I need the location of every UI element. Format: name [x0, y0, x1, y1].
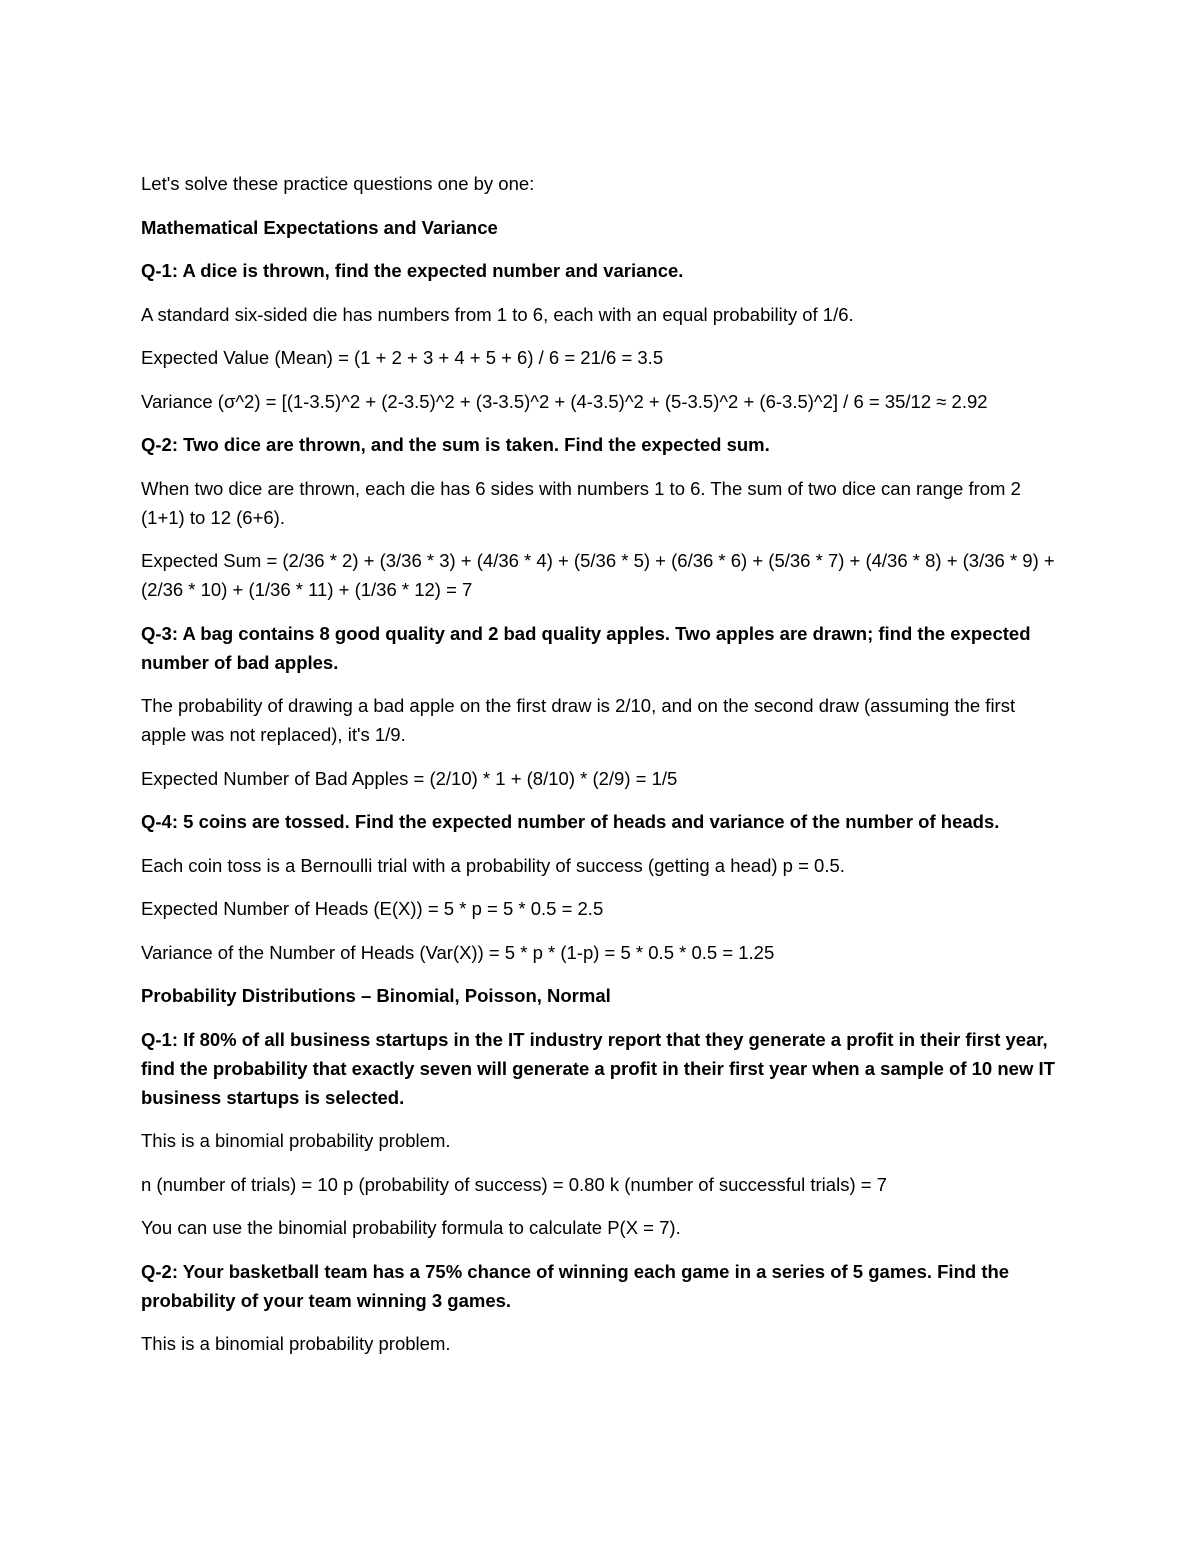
answer-paragraph: Expected Number of Heads (E(X)) = 5 * p = 5 * 0.5 = 2.5 [141, 898, 604, 919]
answer-paragraph: Variance (σ^2) = [(1-3.5)^2 + (2-3.5)^2 + (3-3.5)^2 + (4-3.5)^2 + (5-3.5)^2 + (6-3.5)^2] / 6 = 35/12 ≈ 2.92 [141, 390, 988, 412]
answer-paragraph: The probability of drawing a bad apple on the first draw is 2/10, and on the second draw (assuming the first apple was not replaced), it's 1/9. [141, 695, 1016, 745]
section-heading-expectations: Mathematical Expectations and Variance [141, 216, 498, 238]
answer-paragraph: This is a binomial probability problem. [141, 1333, 451, 1354]
answer-paragraph: Each coin toss is a Bernoulli trial with a probability of success (getting a head) p = 0.5. [141, 854, 845, 876]
answer-paragraph: Expected Number of Bad Apples = (2/10) * 1 + (8/10) * (2/9) = 1/5 [141, 767, 678, 789]
answer-paragraph: n (number of trials) = 10 p (probability of success) = 0.80 k (number of successful trials) = 7 [141, 1173, 887, 1195]
question-heading: Q-3: A bag contains 8 good quality and 2 bad quality apples. Two apples are drawn; find the expected number of bad apples. [141, 622, 1031, 673]
answer-paragraph: This is a binomial probability problem. [141, 1130, 451, 1151]
question-heading: Q-1: A dice is thrown, find the expected number and variance. [141, 260, 684, 281]
question-heading: Q-1: If 80% of all business startups in the IT industry report that they generate a profit in their first year, find the probability that exactly seven will generate a profit in their first year when a sample of 10 new IT business startups is selected. [141, 1028, 1055, 1108]
answer-paragraph: Expected Sum = (2/36 * 2) + (3/36 * 3) + (4/36 * 4) + (5/36 * 5) + (6/36 * 6) + (5/36 * 7) + (4/36 * 8) + (3/36 * 9) + (2/36 * 10) + (1/36 * 11) + (1/36 * 12) = 7 [141, 550, 1055, 600]
answer-paragraph: Expected Value (Mean) = (1 + 2 + 3 + 4 + 5 + 6) / 6 = 21/6 = 3.5 [141, 347, 664, 368]
document-page [141, 169, 1061, 1373]
section-heading-distributions: Probability Distributions – Binomial, Poisson, Normal [141, 985, 611, 1006]
answer-paragraph: You can use the binomial probability formula to calculate P(X = 7). [141, 1217, 681, 1238]
question-heading: Q-4: 5 coins are tossed. Find the expected number of heads and variance of the number of heads. [141, 811, 1000, 832]
answer-paragraph: A standard six-sided die has numbers from 1 to 6, each with an equal probability of 1/6. [141, 303, 854, 325]
answer-paragraph: Variance of the Number of Heads (Var(X)) = 5 * p * (1-p) = 5 * 0.5 * 0.5 = 1.25 [141, 941, 775, 963]
question-heading: Q-2: Your basketball team has a 75% chance of winning each game in a series of 5 games. Find the probability of your team winning 3 games. [141, 1260, 1010, 1311]
question-heading: Q-2: Two dice are thrown, and the sum is taken. Find the expected sum. [141, 434, 770, 455]
answer-paragraph: When two dice are thrown, each die has 6 sides with numbers 1 to 6. The sum of two dice can range from 2 (1+1) to 12 (6+6). [141, 477, 1021, 528]
intro-line: Let's solve these practice questions one by one: [141, 173, 535, 194]
